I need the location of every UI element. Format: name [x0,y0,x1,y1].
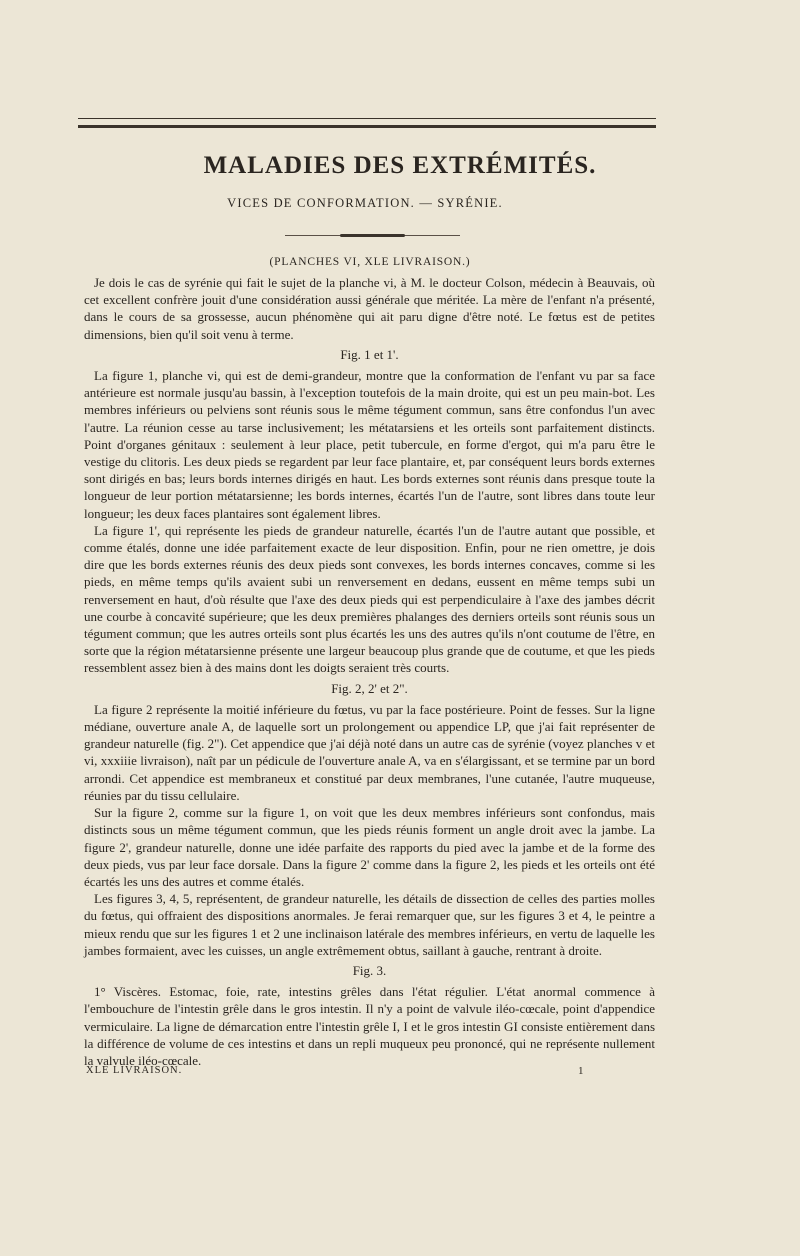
figure-heading: Fig. 1 et 1'. [340,346,399,362]
footer-livraison: XLE LIVRAISON. [86,1065,183,1076]
paragraph: Je dois le cas de syrénie qui fait le sujet de la planche vi, à M. le docteur Colson, médecin à Beauvais, où cet excellent confrère jouit d'une considération aussi générale que méritée. La mère de l'enfant n'a présenté, dans le cours de sa grossesse, aucun phénomène qui ait paru digne d'être noté. Le fœtus est de petites dimensions, bien qu'il soit venu à terme. [84,275,655,342]
paragraph: La figure 1, planche vi, qui est de demi-grandeur, montre que la conformation de l'enfant vu par sa face antérieure est normale jusqu'au bassin, à l'exception toutefois de la main droite, qui est un peu main-bot. Les membres inférieurs ou pelviens sont réunis sous le même tégument commun, sans être confondus l'un avec l'autre. La réunion cesse au tarse inclusivement; les métatarsiens et les orteils sont parfaitement distincts. Point d'organes génitaux : seulement à leur place, petit tubercule, en forme d'ergot, qui m'a paru être le vestige du clitoris. Les deux pieds se regardent par leur face plantaire, et, par conséquent leurs bords externes sont dirigés en bas; leurs bords internes dirigés en haut. Les bords externes sont réunis dans presque toute la longueur de leur portion métatarsienne; les bords internes, écartés l'un de l'autre, sont libres dans toute leur longueur; les deux faces plantaires sont également libres. [84,368,655,521]
ornament-divider [285,234,460,237]
paragraph: Les figures 3, 4, 5, représentent, de grandeur naturelle, les détails de dissection de celles des parties molles du fœtus, qui offraient des dispositions anormales. Je ferai remarquer que, sur les figures 3 et 4, le peintre a mieux rendu que sur les figures 1 et 2 une inclinaison latérale des membres inférieurs, en vertu de laquelle les jambes formaient, avec les cuisses, un angle extrêmement obtus, saillant à gauche, rentrant à droite. [84,891,655,958]
page-title: MALADIES DES EXTRÉMITÉS. [203,152,597,179]
paragraph: Sur la figure 2, comme sur la figure 1, on voit que les deux membres inférieurs sont confondus, mais distincts sous un même tégument commun, que les pieds réunis forment un angle droit avec la jambe. La figure 2', grandeur naturelle, donne une idée parfaite des rapports du pied avec la jambe et de la forme des deux pieds, vus par leur face dorsale. Dans la figure 2' comme dans la figure 2, les pieds et les orteils ont été écartés les uns des autres et comme étalés. [84,805,655,889]
figure-heading: Fig. 3. [352,962,387,978]
footer-page-number: 1 [578,1065,584,1077]
planches-reference: (PLANCHES VI, XLE LIVRAISON.) [269,256,471,268]
body-text [84,274,655,1069]
paragraph: La figure 1', qui représente les pieds de grandeur naturelle, écartés l'un de l'autre autant que possible, et comme étalés, donne une idée parfaitement exacte de leur disposition. Enfin, pour ne rien omettre, je dois dire que les bords externes réunis des deux pieds sont convexes, les bords internes concaves, comme si les pieds, en même temps qu'ils avaient subi un renversement en dedans, eussent en même temps subi un renversement en haut, d'où résulte que l'axe des deux pieds qui est perpendiculaire à l'axe des jambes décrit une courbe à concavité supérieure; que les deux premières phalanges des derniers orteils sont réunis sous un tégument commun; que les autres orteils sont plus écartés les uns des autres qu'ils n'ont coutume de l'être, en sorte que la région métatarsienne présente une largeur beaucoup plus grande que de coutume, et que les pieds ressemblent assez bien à des mains dont les doigts seraient très courts. [84,522,655,676]
figure-heading: Fig. 2, 2' et 2". [331,680,408,696]
page-subtitle: VICES DE CONFORMATION. — SYRÉNIE. [227,196,503,210]
header-rule [78,118,656,128]
paragraph: 1° Viscères. Estomac, foie, rate, intestins grêles dans l'état régulier. L'état anormal commence à l'embouchure de l'intestin grêle dans le gros intestin. Il n'y a point de valvule iléo-cœcale, point d'appendice vermiculaire. La ligne de démarcation entre l'intestin grêle I, I et le gros intestin GI consiste entièrement dans la différence de volume de ces intestins et dans un repli muqueux peu prononcé, qui ne représente nullement la valvule iléo-cœcale. [84,984,655,1068]
paragraph: La figure 2 représente la moitié inférieure du fœtus, vu par la face postérieure. Point de fesses. Sur la ligne médiane, ouverture anale A, de laquelle sort un prolongement ou appendice LP, que j'ai fait représenter de grandeur naturelle (fig. 2"). Cet appendice que j'ai déjà noté dans un autre cas de syrénie (voyez planches v et vi, xxxiiie livraison), naît par un pédicule de l'ouverture anale A, va en s'élargissant, et se termine par un bord arrondi. Cet appendice est membraneux et constitué par deux membranes, l'une cutanée, l'autre muqueuse, réunies par du tissu cellulaire. [84,701,655,803]
